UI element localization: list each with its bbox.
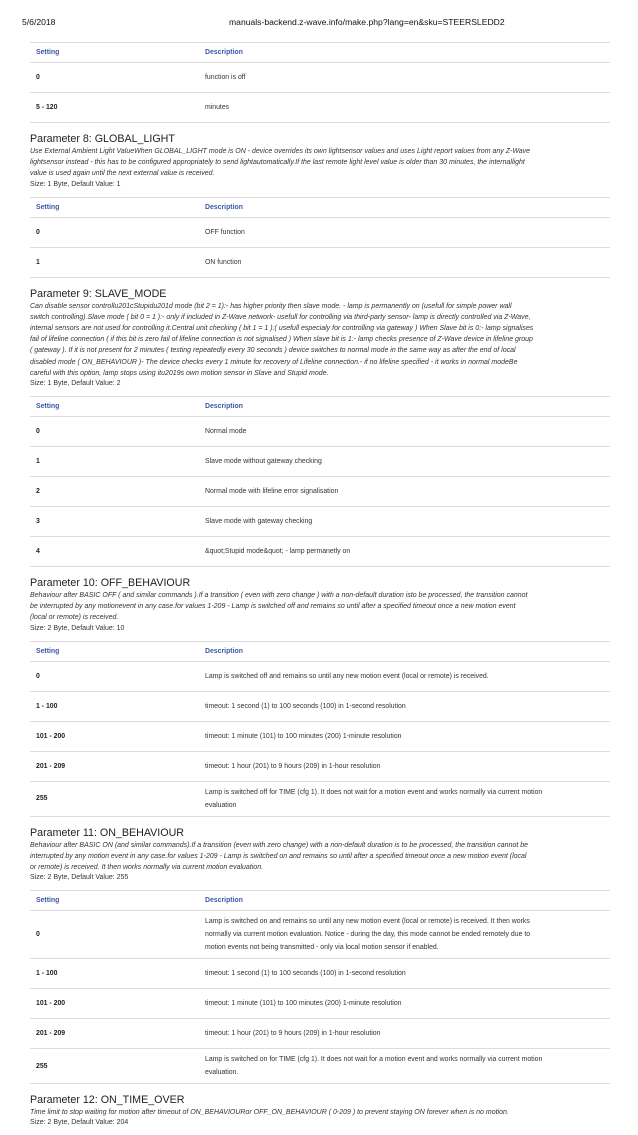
description-line: switch controlling).Slave mode ( bit 0 = 1 ):- only if included in Z-Wave network- usefull for controlling via third-party sensor- lamp is directly controlled via Z-Wave, xyxy=(30,313,531,321)
description-line: motion events not being transmitted - only via local motion sensor if enabled. xyxy=(205,944,439,952)
setting-value: 255 xyxy=(30,1049,199,1084)
parameter-description xyxy=(30,301,610,379)
setting-value: 3 xyxy=(30,507,199,537)
table-row xyxy=(30,247,610,277)
description-line: lightsensor instead - this has to be configured appropriately to send lightautomatically.If the last remote light level value is older than 30 minutes, the internallight xyxy=(30,159,525,167)
parameter-size: Size: 1 Byte, Default Value: 2 xyxy=(30,380,121,388)
parameter-description xyxy=(30,590,610,624)
description-line: evaluation xyxy=(205,801,237,809)
parameter-section xyxy=(30,1094,610,1128)
description-line: Can disable sensor controllu201cStupidu201d mode (bit 2 = 1):- has higher priority then slave mode. - lamp is permanently on (usefull for simple power wall xyxy=(30,302,512,310)
description-column-header: Description xyxy=(199,397,610,417)
setting-value: 101 - 200 xyxy=(30,721,199,751)
description-line: internal sensors are not used for controlling it.Central unit checking ( bit 1 = 1 ):( usefull especialy for controlling via gateway ) When Slave bit is 0:- lamp signalises xyxy=(30,325,534,333)
description-line: Lamp is switched on for TIME (cfg 1). It does not wait for a motion event and works normally via current motion xyxy=(205,1056,543,1064)
table-row xyxy=(30,781,610,816)
manual-content xyxy=(30,42,610,1135)
description-column-header: Description xyxy=(199,43,610,63)
setting-column-header: Setting xyxy=(30,197,199,217)
table-row xyxy=(30,989,610,1019)
setting-value: 0 xyxy=(30,417,199,447)
setting-description: Normal mode xyxy=(199,417,610,447)
setting-description: timeout: 1 hour (201) to 9 hours (209) in 1-hour resolution xyxy=(199,751,610,781)
description-line: Behaviour after BASIC OFF ( and similar commands ).If a transition ( even with zero change ) with a non-default duration isto be processed, the transition cannot xyxy=(30,592,528,600)
setting-description: timeout: 1 second (1) to 100 seconds (100) in 1-second resolution xyxy=(199,691,610,721)
parameter-section xyxy=(30,133,610,278)
description-line: Behaviour after BASIC ON (and similar commands).If a transition (even with zero change) with a non-default duration is to be processed, the transition cannot be xyxy=(30,841,529,849)
table-header-row xyxy=(30,197,610,217)
setting-value: 5 - 120 xyxy=(30,93,199,123)
setting-column-header: Setting xyxy=(30,891,199,911)
description-line: Lamp is switched off for TIME (cfg 1). It does not wait for a motion event and works normally via current motion xyxy=(205,788,543,796)
setting-description xyxy=(199,911,610,959)
parameter-description xyxy=(30,1107,610,1118)
parameter-description xyxy=(30,840,610,874)
setting-description: Lamp is switched off and remains so until any new motion event (local or remote) is received. xyxy=(199,661,610,691)
setting-value: 1 - 100 xyxy=(30,959,199,989)
setting-description: ON function xyxy=(199,247,610,277)
setting-value: 1 xyxy=(30,247,199,277)
table-row xyxy=(30,93,610,123)
setting-value: 201 - 209 xyxy=(30,751,199,781)
description-line: normally via current motion evaluation. Notice - during the day, this mode cannot be ended remotely due to xyxy=(205,931,531,939)
setting-column-header: Setting xyxy=(30,43,199,63)
setting-description: Slave mode with gateway checking xyxy=(199,507,610,537)
parameter-size: Size: 1 Byte, Default Value: 1 xyxy=(30,180,121,188)
description-line: fail of lifeline connection ( if this bit is zero fail of lifeline connection is not signalised ) When slave bit is 1:- lamp checks presence of Z-Wave device in lifeline group xyxy=(30,336,533,344)
settings-table xyxy=(30,890,610,1084)
description-column-header: Description xyxy=(199,641,610,661)
table-row xyxy=(30,477,610,507)
setting-description: Slave mode without gateway checking xyxy=(199,447,610,477)
description-line: careful with this option, lamp stops using itu2019s own motion sensor in Slave and Stupid mode. xyxy=(30,369,329,377)
table-row xyxy=(30,63,610,93)
setting-value: 0 xyxy=(30,217,199,247)
description-line: or remote) is received. It then works normally via current motion evaluation. xyxy=(30,864,264,872)
parameter-title: Parameter 12: ON_TIME_OVER xyxy=(30,1094,185,1107)
setting-value: 0 xyxy=(30,661,199,691)
setting-value: 4 xyxy=(30,537,199,567)
setting-value: 2 xyxy=(30,477,199,507)
parameter-title: Parameter 10: OFF_BEHAVIOUR xyxy=(30,577,191,590)
print-date: 5/6/2018 xyxy=(22,17,56,27)
setting-column-header: Setting xyxy=(30,397,199,417)
parameter-description xyxy=(30,146,610,180)
table-row xyxy=(30,1049,610,1084)
table-row xyxy=(30,751,610,781)
settings-table xyxy=(30,42,610,123)
table-header-row xyxy=(30,397,610,417)
setting-value: 1 xyxy=(30,447,199,477)
setting-value: 255 xyxy=(30,781,199,816)
table-row xyxy=(30,537,610,567)
description-line: evaluation. xyxy=(205,1069,239,1077)
description-line: (local or remote) is received. xyxy=(30,614,119,622)
parameter-size: Size: 2 Byte, Default Value: 10 xyxy=(30,624,125,632)
setting-description: minutes xyxy=(199,93,610,123)
page-url: manuals-backend.z-wave.info/make.php?lang=en&sku=STEERSLEDD2 xyxy=(229,17,505,27)
setting-description: timeout: 1 minute (101) to 100 minutes (200) 1-minute resolution xyxy=(199,989,610,1019)
table-row xyxy=(30,691,610,721)
page-header xyxy=(22,17,616,29)
parameter-title: Parameter 9: SLAVE_MODE xyxy=(30,287,167,300)
setting-description: function is off xyxy=(199,63,610,93)
settings-table xyxy=(30,197,610,278)
description-line: interrupted by any motion event in any case.for values 1-209 - Lamp is switched on and remains so until after a specified timeout once a new motion event (local xyxy=(30,852,527,860)
description-line: Time limit to stop waiting for motion after timeout of ON_BEHAVIOURor OFF_ON_BEHAVIOUR ( 0-209 ) to prevent staying ON forever when is no motion. xyxy=(30,1109,509,1117)
setting-description: Normal mode with lifeline error signalisation xyxy=(199,477,610,507)
description-line: Use External Ambient Light ValueWhen GLOBAL_LIGHT mode is ON - device overrides its own lightsensor values and uses Light report values from any Z-Wave xyxy=(30,148,531,155)
setting-value: 201 - 209 xyxy=(30,1019,199,1049)
description-line: Lamp is switched on and remains so until any new motion event (local or remote) is received. It then works xyxy=(205,918,530,926)
parameter-section xyxy=(30,288,610,567)
setting-value: 1 - 100 xyxy=(30,691,199,721)
description-line: be interrupted by any motionevent in any case.for values 1-209 - Lamp is switched off and remains so until after a specified timeout once a new motion event xyxy=(30,603,516,611)
setting-description: timeout: 1 second (1) to 100 seconds (100) in 1-second resolution xyxy=(199,959,610,989)
description-line: disabled mode ( ON_BEHAVIOUR )- The device checks every 1 minute for recovery of Lifeline connection.- if no lifeline specified - it works in normal modeBe xyxy=(30,358,518,366)
table-row xyxy=(30,507,610,537)
parameter-size: Size: 2 Byte, Default Value: 204 xyxy=(30,1119,129,1127)
settings-table xyxy=(30,396,610,567)
description-line: value is used again until the next external value is received. xyxy=(30,170,215,178)
table-row xyxy=(30,721,610,751)
table-row xyxy=(30,1019,610,1049)
setting-column-header: Setting xyxy=(30,641,199,661)
table-header-row xyxy=(30,641,610,661)
description-column-header: Description xyxy=(199,891,610,911)
settings-table xyxy=(30,641,610,817)
setting-description xyxy=(199,1049,610,1084)
table-row xyxy=(30,217,610,247)
parameter-title: Parameter 8: GLOBAL_LIGHT xyxy=(30,133,175,145)
setting-description: timeout: 1 minute (101) to 100 minutes (200) 1-minute resolution xyxy=(199,721,610,751)
setting-value: 0 xyxy=(30,911,199,959)
parameters-list xyxy=(30,133,610,1128)
description-line: ( gateway ). If it is not present for 2 minutes ( testing repeatedly every 30 seconds ) device switches to normal mode in the same way as after the end of local xyxy=(30,347,516,355)
setting-description xyxy=(199,781,610,816)
table-row xyxy=(30,417,610,447)
table-header-row xyxy=(30,891,610,911)
setting-value: 0 xyxy=(30,63,199,93)
table-row xyxy=(30,661,610,691)
description-column-header: Description xyxy=(199,197,610,217)
table-row xyxy=(30,959,610,989)
setting-description: OFF function xyxy=(199,217,610,247)
parameter-size: Size: 2 Byte, Default Value: 255 xyxy=(30,874,129,882)
setting-description: &quot;Stupid mode&quot; - lamp permanetly on xyxy=(199,537,610,567)
parameter-title: Parameter 11: ON_BEHAVIOUR xyxy=(30,826,185,839)
parameter-section xyxy=(30,577,610,817)
parameter-section xyxy=(30,827,610,1085)
setting-value: 101 - 200 xyxy=(30,989,199,1019)
table-row xyxy=(30,911,610,959)
setting-description: timeout: 1 hour (201) to 9 hours (209) in 1-hour resolution xyxy=(199,1019,610,1049)
table-row xyxy=(30,447,610,477)
table-header-row xyxy=(30,43,610,63)
